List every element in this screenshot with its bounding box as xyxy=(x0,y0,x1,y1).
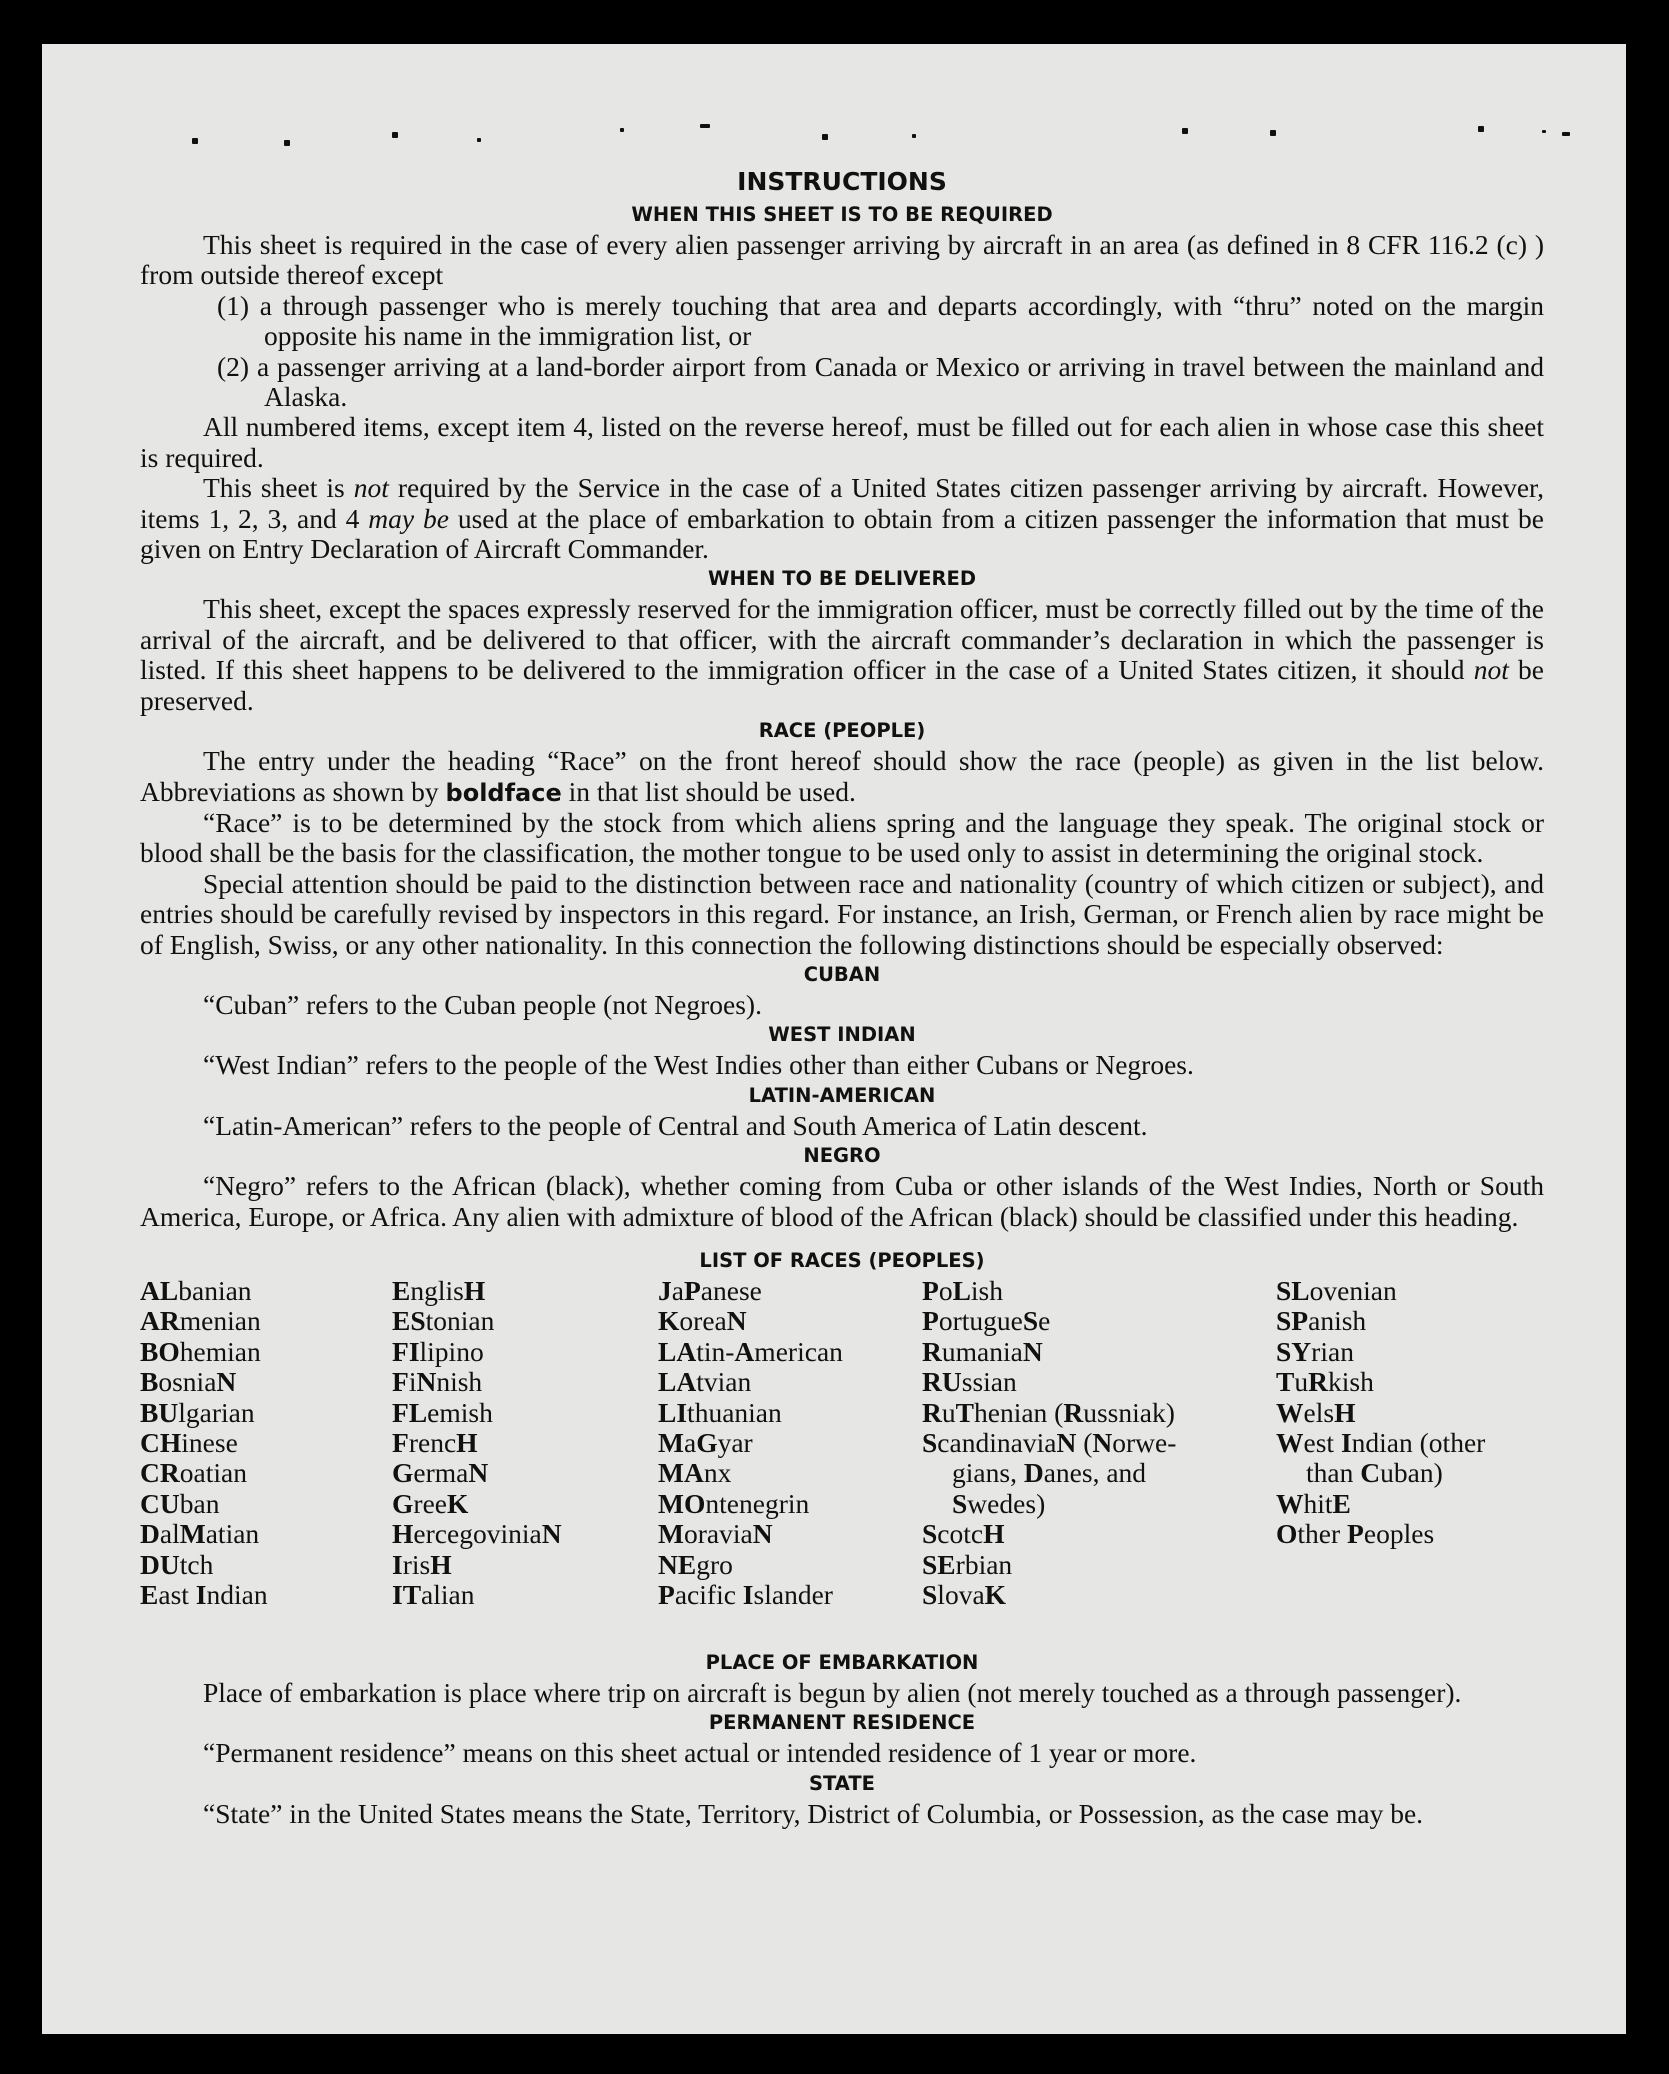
latin-american-text: “Latin-American” refers to the people of Central and South America of Latin descent. xyxy=(203,1109,1148,1141)
required-exception-2: (2) a passenger arriving at a land-border airport from Canada or Mexico or arriving in travel between the mainland and Alaska. xyxy=(217,350,1544,413)
race-item: BosniaN xyxy=(140,1366,237,1398)
required-intro: This sheet is required in the case of every alien passenger arriving by aircraft in an area (as defined in 8 CFR 116.2 (c) ) from outside thereof except xyxy=(140,229,1544,291)
text-run: This sheet is xyxy=(203,472,354,504)
required-exception-1: (1) a through passenger who is merely touching that area and departs accordingly, with “thru” noted on the margin opposite his name in the immigration list, or xyxy=(217,289,1544,352)
race-item: CUban xyxy=(140,1487,220,1519)
race-item: EnglisH xyxy=(392,1274,486,1306)
race-item: FIlipino xyxy=(392,1335,484,1367)
race-para-1 xyxy=(140,746,1544,808)
race-item: FiNnish xyxy=(392,1366,483,1398)
race-item: IrisH xyxy=(392,1548,452,1580)
race-item: Pacific Islander xyxy=(658,1579,833,1611)
race-item: EStonian xyxy=(392,1305,495,1337)
race-item: ScandinaviaN (Norwe- xyxy=(922,1427,1177,1458)
race-item: NEgro xyxy=(658,1548,733,1580)
heading-permanent-residence: PERMANENT RESIDENCE xyxy=(708,1711,976,1735)
heading-list-of-races: LIST OF RACES (PEOPLES) xyxy=(699,1248,985,1272)
cuban-text: “Cuban” refers to the Cuban people (not Negroes). xyxy=(203,988,762,1020)
race-item: RumaniaN xyxy=(922,1335,1043,1367)
race-item: MOntenegrin xyxy=(658,1487,810,1519)
race-item: ARmenian xyxy=(140,1305,261,1337)
race-item: DalMatian xyxy=(140,1518,260,1550)
race-item: SErbian xyxy=(922,1548,1013,1580)
instructions-content xyxy=(140,114,1544,1829)
heading-cuban: CUBAN xyxy=(803,962,881,986)
races-column-4 xyxy=(922,1276,1176,1610)
heading-latin-american: LATIN-AMERICAN xyxy=(748,1083,936,1107)
race-item: SlovaK xyxy=(922,1579,1007,1611)
races-list xyxy=(140,1276,1544,1648)
race-item: PoLish xyxy=(922,1274,1003,1306)
race-item: FLemish xyxy=(392,1396,493,1428)
race-item: Swedes) xyxy=(952,1487,1046,1519)
emphasis-text: may be xyxy=(368,502,449,534)
text-run: be preserved. xyxy=(140,654,1544,716)
emphasis-text: not xyxy=(1473,654,1509,686)
race-item: MaGyar xyxy=(658,1427,753,1458)
race-item: GreeK xyxy=(392,1487,469,1519)
race-item: BOhemian xyxy=(140,1335,261,1367)
document-sheet xyxy=(42,44,1626,2034)
races-column-3 xyxy=(658,1276,843,1610)
negro-text: “Negro” refers to the African (black), whether coming from Cuba or other islands of the West Indies, North or South America, Europe, or Africa. Any alien with admixture of blood of the African (black) should be classified under this heading. xyxy=(140,1170,1544,1232)
required-para-numbered-items: All numbered items, except item 4, listed on the reverse hereof, must be filled out for each alien in whose case this sheet is required. xyxy=(140,411,1544,473)
race-item: CHinese xyxy=(140,1427,238,1458)
text-run: The entry under the heading “Race” on the front hereof should show the race (people) as given in the list below. Abbreviations as shown by xyxy=(140,745,1544,807)
race-item: ScotcH xyxy=(922,1518,1005,1550)
instructions-title: INSTRUCTIONS xyxy=(737,167,947,196)
race-item: SPanish xyxy=(1276,1305,1367,1337)
races-column-1 xyxy=(140,1276,268,1610)
heading-when-delivered: WHEN TO BE DELIVERED xyxy=(707,567,977,591)
race-item: Other Peoples xyxy=(1276,1518,1435,1550)
required-para-citizen xyxy=(140,473,1544,564)
west-indian-text: “West Indian” refers to the people of the West Indies other than either Cubans or Negroes. xyxy=(203,1049,1194,1081)
race-item: TuRkish xyxy=(1276,1366,1374,1398)
race-item: JaPanese xyxy=(658,1274,762,1306)
race-item: gians, Danes, and xyxy=(952,1457,1147,1489)
race-item: WelsH xyxy=(1276,1396,1356,1428)
race-item: SLovenian xyxy=(1276,1274,1397,1306)
race-item: SYrian xyxy=(1276,1335,1354,1367)
race-item: PortugueSe xyxy=(922,1305,1051,1337)
heading-negro: NEGRO xyxy=(803,1144,881,1168)
heading-when-required: WHEN THIS SHEET IS TO BE REQUIRED xyxy=(631,203,1053,226)
race-item: MoraviaN xyxy=(658,1518,773,1550)
race-item: than Cuban) xyxy=(1306,1457,1443,1489)
race-item: FrencH xyxy=(392,1427,478,1458)
residence-text: “Permanent residence” means on this sheet actual or intended residence of 1 year or more. xyxy=(203,1737,1197,1769)
race-item: MAnx xyxy=(658,1457,732,1489)
race-item: RUssian xyxy=(922,1366,1017,1398)
race-item: ITalian xyxy=(392,1579,475,1611)
text-run: This sheet, except the spaces expressly reserved for the immigration officer, must be correctly filled out by the time of the arrival of the aircraft, and be delivered to that officer, with the aircraft commander’s declaration in which the passenger is listed. If this sheet happens to be delivered to the immigration officer in the case of a United States citizen, it should xyxy=(140,593,1544,686)
heading-place-of-embarkation: PLACE OF EMBARKATION xyxy=(705,1650,979,1674)
race-item: LIthuanian xyxy=(658,1396,782,1428)
race-item: LAtvian xyxy=(658,1366,752,1398)
race-item: ALbanian xyxy=(140,1274,252,1306)
state-text: “State” in the United States means the State, Territory, District of Columbia, or Possession, as the case may be. xyxy=(203,1797,1424,1829)
race-para-2: “Race” is to be determined by the stock from which aliens spring and the language they speak. The original stock or blood shall be the basis for the classification, the mother tongue to be used only to assist in determining the original stock. xyxy=(140,806,1544,869)
race-item: KoreaN xyxy=(658,1305,747,1337)
race-item: West Indian (other xyxy=(1276,1427,1486,1458)
races-column-2 xyxy=(392,1276,562,1610)
race-item: DUtch xyxy=(140,1548,214,1580)
text-run: required by the Service in the case of a United States citizen passenger arriving by aircraft. However, items 1, 2, 3, and 4 xyxy=(140,472,1544,534)
race-para-3: Special attention should be paid to the distinction between race and nationality (country of which citizen or subject), and entries should be carefully revised by inspectors in this regard. For instance, an Irish, German, or French alien by race might be of English, Swiss, or any other nationality. In this connection the following distinctions should be especially observed: xyxy=(140,867,1544,960)
text-run: used at the place of embarkation to obtain from a citizen passenger the information that must be given on Entry Declaration of Aircraft Commander. xyxy=(140,502,1544,565)
race-item: GermaN xyxy=(392,1457,489,1489)
delivered-text xyxy=(140,594,1544,716)
race-item: LAtin-American xyxy=(658,1335,843,1367)
race-item: HercegoviniaN xyxy=(392,1518,562,1550)
heading-west-indian: WEST INDIAN xyxy=(768,1023,916,1047)
race-item: RuThenian (Russniak) xyxy=(922,1396,1175,1428)
embarkation-text: Place of embarkation is place where trip on aircraft is begun by alien (not merely touched as a through passenger). xyxy=(203,1676,1462,1708)
heading-state: STATE xyxy=(808,1771,876,1795)
heading-race: RACE (PEOPLE) xyxy=(758,719,926,743)
race-item: BUlgarian xyxy=(140,1396,255,1428)
race-item: CRoatian xyxy=(140,1457,247,1489)
race-item: East Indian xyxy=(140,1579,268,1611)
race-item: WhitE xyxy=(1276,1487,1351,1519)
boldface-word: boldface xyxy=(445,778,562,807)
text-run: in that list should be used. xyxy=(561,775,856,807)
emphasis-text: not xyxy=(353,472,389,504)
races-column-5 xyxy=(1276,1276,1485,1550)
